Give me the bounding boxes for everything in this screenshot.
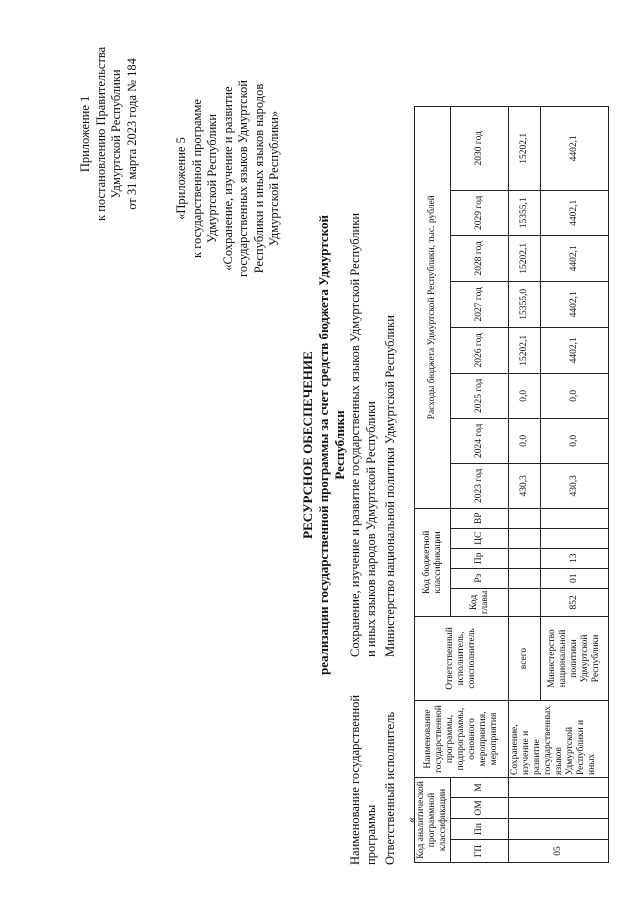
program-name-label [348,695,379,865]
header-apc: Код аналитической программной классификации [415,778,451,863]
cell-rz: 01 [541,568,609,588]
cell-value: 15355,0 [509,281,541,327]
header-rz: Рз [451,568,509,588]
header-gp: ГП [451,840,509,863]
cell-rz [509,568,541,588]
table-row [509,106,541,862]
header-resp: Ответственный исполнитель, соисполнитель [415,617,509,701]
appendix-5-line: к государственной программе [189,99,204,258]
program-name-value-line: и иных языков народов Удмуртской Республики [363,401,378,657]
title-heading: РЕСУРСНОЕ ОБЕСПЕЧЕНИЕ [300,351,315,539]
cell-vr [541,508,609,528]
title-subheading: реализации государственной программы за счет средств бюджета Удмуртской Республики [316,215,347,675]
header-cs: ЦС [451,528,509,548]
resource-table [414,106,609,863]
executor-value: Министерство национальной политики Удмуртской Республики [383,315,397,657]
cell-value: 15355,1 [509,190,541,235]
header-year: 2023 год [451,463,509,508]
header-expenses: Расходы бюджета Удмуртской Республики, тыс. рублей [415,106,451,508]
appendix-1-block [78,47,140,221]
program-name-label-line: Наименование государственной [348,694,362,865]
header-om: ОМ [451,798,509,819]
cell-cs [509,528,541,548]
cell-value: 4402,1 [541,106,609,190]
cell-cs [541,528,609,548]
header-year: 2025 год [451,373,509,418]
program-name-value-line: Сохранение, изучение и развитие государственных языков Удмуртской Республики [348,212,362,657]
cell-resp-total: всего [509,617,541,701]
document-title [300,195,348,695]
header-vr: ВР [451,508,509,528]
header-pr: Пр [451,548,509,568]
cell-kg: 852 [541,588,609,616]
cell-value: 0,0 [509,418,541,463]
program-name-value [348,213,379,657]
appendix-1-line: к постановлению Правительства [93,46,108,221]
header-year: 2029 год [451,190,509,235]
cell-value: 0,0 [541,373,609,418]
cell-value: 430,3 [509,463,541,508]
appendix-5-line: Республики и иных языков народов [251,83,266,274]
cell-program-name: Сохранение, изучение и развитие государственных языков Удмуртской Республики и иных [509,701,609,778]
header-year: 2024 год [451,418,509,463]
cell-value: 4402,1 [541,190,609,235]
executor-label: Ответственный исполнитель [383,711,397,865]
appendix-5-line: Удмуртской Республики [205,113,219,244]
cell-value: 15202,1 [509,106,541,190]
header-year: 2027 год [451,281,509,327]
header-year: 2026 год [451,327,509,373]
cell-m [509,778,609,798]
cell-kg [509,588,541,616]
appendix-5-line: Удмуртской Республики» [267,110,281,247]
cell-pr [509,548,541,568]
cell-value: 4402,1 [541,327,609,373]
cell-gp: 05 [509,840,609,863]
cell-om [509,798,609,819]
cell-value: 15202,1 [509,327,541,373]
cell-value: 430,3 [541,463,609,508]
header-budget-code: Код бюджетной классификации [415,508,451,616]
cell-value: 15202,1 [509,235,541,281]
appendix-5-line: государственных языков Удмуртской [236,80,250,277]
table-header-row [415,106,451,862]
header-kg: Код главы [451,588,509,616]
cell-pr: 13 [541,548,609,568]
appendix-5-block [174,80,283,277]
cell-value: 0,0 [541,418,609,463]
cell-resp-ministry: Министерство национальной политики Удмуртской Республики [541,617,609,701]
appendix-5-line: «Сохранение, изучение и развитие [220,86,235,271]
header-m: М [451,778,509,798]
appendix-1-line: Приложение 1 [78,95,92,173]
cell-vr [509,508,541,528]
header-name: Наименование государственной программы, подпрограммы, основного мероприятия, мероприятия [415,701,509,778]
header-year: 2030 год [451,106,509,190]
quote-mark: « [404,817,418,823]
appendix-1-line: Удмуртской Республики [109,69,123,199]
appendix-1-line: от 31 марта 2023 года № 184 [124,58,139,210]
program-name-label-line: программы [363,804,378,865]
cell-value: 4402,1 [541,281,609,327]
header-pp: Пп [451,819,509,840]
header-year: 2028 год [451,235,509,281]
cell-value: 4402,1 [541,235,609,281]
cell-value: 0,0 [509,373,541,418]
cell-pp [509,819,609,840]
appendix-5-line: «Приложение 5 [174,137,188,220]
